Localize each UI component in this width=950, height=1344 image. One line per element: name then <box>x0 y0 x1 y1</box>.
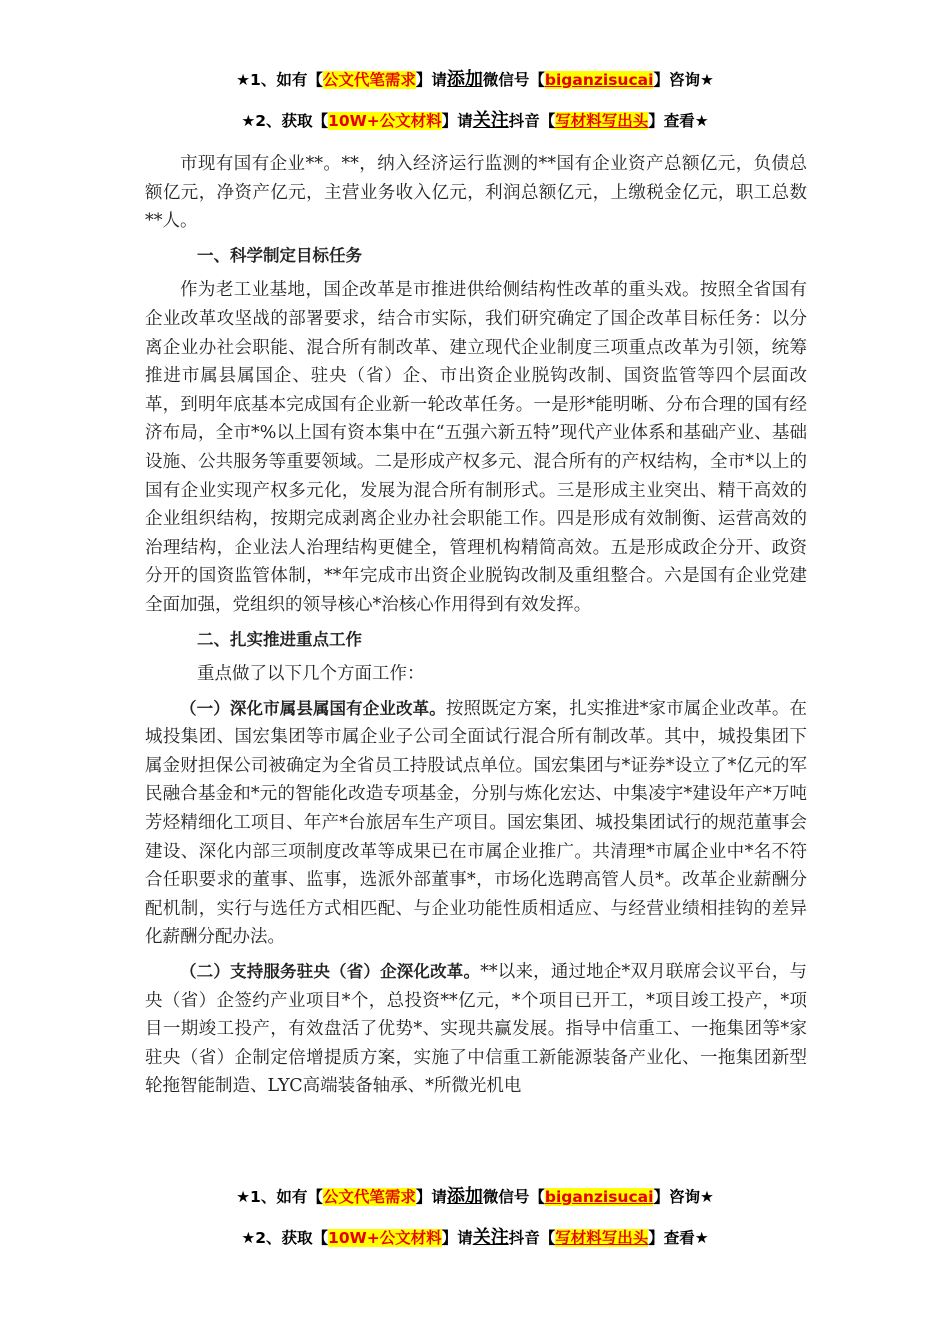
douyin-account: 写材料写出头 <box>555 112 649 130</box>
highlight-text: 10W+公文材料 <box>328 112 442 130</box>
promo-banner-top-line2: ★2、获取【10W+公文材料】请关注抖音【写材料写出头】查看★ <box>241 110 709 131</box>
subsection-1-title: （一）深化市属县属国有企业改革。 <box>180 698 446 718</box>
section-heading-2: 二、扎实推进重点工作 <box>197 629 362 649</box>
intro-paragraph: 市现有国有企业**。**，纳入经济运行监测的**国有企业资产总额亿元，负债总额亿元，净资产亿元，主营业务收入亿元，利润总额亿元，上缴税金亿元，职工总数**人。 <box>145 154 807 232</box>
section-heading-1: 一、科学制定目标任务 <box>197 245 362 265</box>
subsection-2-title: （二）支持服务驻央（省）企深化改革。 <box>180 962 481 982</box>
wechat-id: biganzisucai <box>544 1188 654 1206</box>
section-1-paragraph: 作为老工业基地，国企改革是市推进供给侧结构性改革的重头戏。按照全省国有企业改革攻坚战的部署要求，结合市实际，我们研究确定了国企改革目标任务：以分离企业办社会职能、混合所有制改革、建立现代企业制度三项重点改革为引领，统筹推进市属县属国企、驻央（省）企、市出资企业脱钩改制、国资监管等四个层面改革，到明年底基本完成国有企业新一轮改革任务。一是形*能明晰、分布合理的国有经济布局，全市*%以上国有资本集中在“五强六新五特”现代产业体系和基础产业、基础设施、公共服务等重要领域。二是形成产权多元、混合所有的产权结构，全市*以上的国有企业实现产权多元化，发展为混合所有制形式。三是形成主业突出、精干高效的企业组织结构，按期完成剥离企业办社会职能工作。四是形成有效制衡、运营高效的治理结构，企业法人治理结构更健全，管理机构精简高效。五是形成政企分开、政资分开的国资监管体制，**年完成市出资企业脱钩改制及重组整合。六是国有企业党建全面加强，党组织的领导核心*治核心作用得到有效发挥。 <box>145 280 807 615</box>
promo-banner-bottom-line2: ★2、获取【10W+公文材料】请关注抖音【写材料写出头】查看★ <box>241 1227 709 1248</box>
highlight-text: 10W+公文材料 <box>328 1229 442 1247</box>
highlight-text: 公文代笔需求 <box>322 71 416 89</box>
promo-banner-top-line1: ★1、如有【公文代笔需求】请添加微信号【biganzisucai】咨询★ <box>236 69 714 90</box>
douyin-account: 写材料写出头 <box>555 1229 649 1247</box>
subsection-2 <box>145 958 807 1101</box>
subsection-1-text: 按照既定方案，扎实推进*家市属企业改革。在城投集团、国宏集团等市属企业子公司全面试行混合所有制改革。其中，城投集团下属金财担保公司被确定为全省员工持股试点单位。国宏集团与*证券*设立了*亿元的军民融合基金和*元的智能化改造专项基金，分别与炼化宏达、中集凌宇*建设年产*万吨芳烃精细化工项目、年产*台旅居车生产项目。国宏集团、城投集团试行的规范董事会建设、深化内部三项制度改革等成果已在市属企业推广。共清理*市属企业中*名不符合任职要求的董事、监事，选派外部董事*，市场化选聘高管人员*。改革企业薪酬分配机制，实行与选任方式相匹配、与企业功能性质相适应、与经营业绩相挂钩的差异化薪酬分配办法。 <box>145 698 808 948</box>
subsection-1 <box>145 695 807 952</box>
document-body <box>145 150 807 1101</box>
wechat-id: biganzisucai <box>544 71 654 89</box>
section-2-intro: 重点做了以下几个方面工作： <box>197 664 425 685</box>
subsection-2-text: **以来，通过地企*双月联席会议平台，与央（省）企签约产业项目*个，总投资**亿元，*个项目已开工，*项目竣工投产，*项目一期竣工投产，有效盘活了优势*、实现共赢发展。指导中信重工、一拖集团等*家驻央（省）企制定倍增提质方案，实施了中信重工新能源装备产业化、一拖集团新型轮拖智能制造、LYC高端装备轴承、*所微光机电 <box>145 962 807 1097</box>
promo-banner-bottom-line1: ★1、如有【公文代笔需求】请添加微信号【biganzisucai】咨询★ <box>236 1186 714 1207</box>
highlight-text: 公文代笔需求 <box>322 1188 416 1206</box>
